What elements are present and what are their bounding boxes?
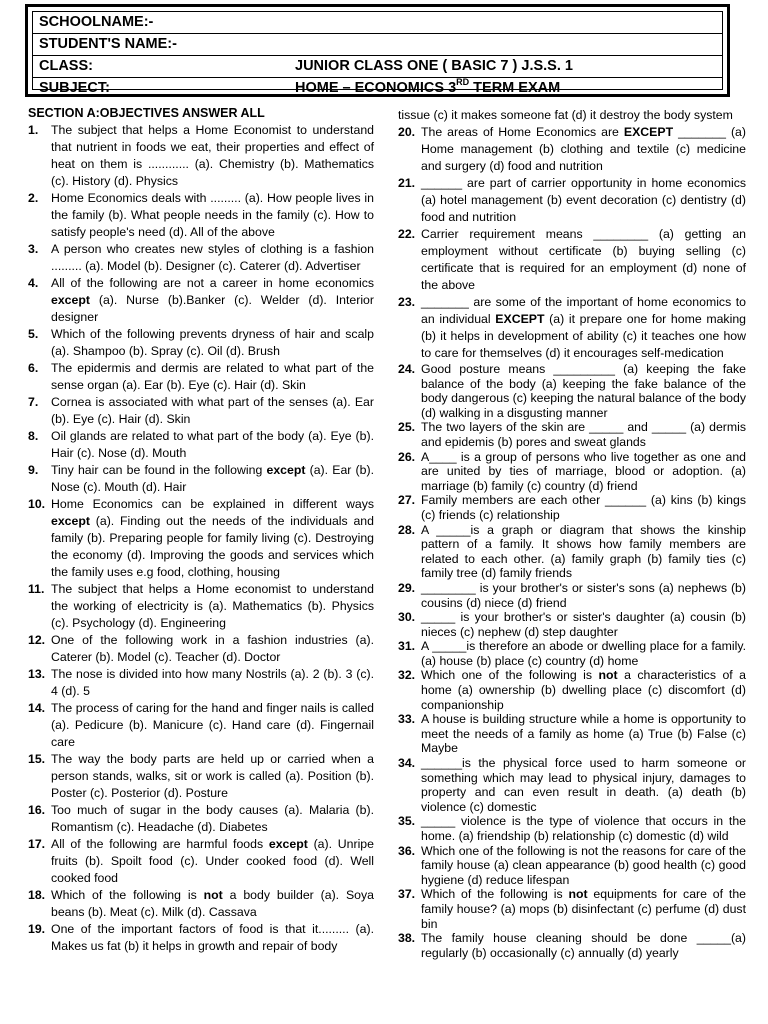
question-37 xyxy=(398,887,746,931)
question-24 xyxy=(398,362,746,420)
question-text: Carrier requirement means ________ (a) getting an employment without certificate (b) buying selling (c) certificate that is required for an employment (d) none of the above xyxy=(421,227,746,292)
question-text: A house is building structure while a home is opportunity to meet the needs of a family as home (a) True (b) False (c) Maybe xyxy=(421,712,746,756)
question-text: The subject that helps a Home Economist to understand that nutrient in foods we eat, their properties and effect of heat on them is ............ (a). Chemistry (b). Mathematics (c). History (d). Physics xyxy=(51,123,374,188)
school-row xyxy=(33,12,722,34)
question-number: 12. xyxy=(28,633,46,647)
class-value: JUNIOR CLASS ONE ( BASIC 7 ) J.S.S. 1 xyxy=(295,58,573,74)
question-text: The family house cleaning should be done _____(a) regularly (b) occasionally (c) annually (d) yearly xyxy=(421,931,746,960)
question-text: The epidermis and dermis are related to what part of the sense organ (a). Ear (b). Eye (c). Hair (d). Skin xyxy=(51,361,374,392)
question-number: 5. xyxy=(28,327,39,341)
question-number: 35. xyxy=(398,814,416,829)
subject-row xyxy=(33,78,722,99)
question-34 xyxy=(398,756,746,814)
question-text-end: a body builder (a). Soya beans (b). Meat (c). Milk (d). Cassava xyxy=(51,888,374,919)
question-15 xyxy=(28,751,374,802)
question-text-end: (a). Unripe fruits (b). Spoilt food (c). Under cooked food (d). Well cooked food xyxy=(51,837,374,885)
question-1 xyxy=(28,122,374,190)
question-number: 22. xyxy=(398,227,416,241)
question-number: 2. xyxy=(28,191,39,205)
subject-label: SUBJECT: xyxy=(39,80,110,96)
question-text-end: (a). Nurse (b).Banker (c). Welder (d). Interior designer xyxy=(51,293,374,324)
question-10 xyxy=(28,496,374,581)
question-number: 11. xyxy=(28,582,45,596)
question-text: The process of caring for the hand and finger nails is called (a). Pedicure (b). Manicure (c). Hand care (d). Fingernail care xyxy=(51,701,374,749)
student-label: STUDENT'S NAME:- xyxy=(39,36,177,52)
question-number: 21. xyxy=(398,176,416,190)
question-9 xyxy=(28,462,374,496)
question-4 xyxy=(28,275,374,326)
question-30 xyxy=(398,610,746,639)
section-a-title: SECTION A:OBJECTIVES ANSWER ALL xyxy=(28,106,265,120)
question-17 xyxy=(28,836,374,887)
question-text: The nose is divided into how many Nostrils (a). 2 (b). 3 (c). 4 (d). 5 xyxy=(51,667,374,698)
question-number: 27. xyxy=(398,493,416,508)
question-number: 7. xyxy=(28,395,39,409)
question-26 xyxy=(398,450,746,494)
question-number: 26. xyxy=(398,449,416,464)
question-text: Which of the following prevents dryness of hair and scalp (a). Shampoo (b). Spray (c). Oil (d). Brush xyxy=(51,327,374,358)
question-19-continued: tissue (c) it makes someone fat (d) it destroy the body system xyxy=(398,108,733,122)
question-text: Which one of the following is not the reasons for care of the family house (a) clean appearance (b) good health (c) good hygiene (d) reduce lifespan xyxy=(421,843,746,887)
question-text: One of the important factors of food is that it......... (a). Makes us fat (b) it helps in growth and repair of body xyxy=(51,922,374,953)
question-number: 4. xyxy=(28,276,39,290)
emphasis: EXCEPT xyxy=(495,312,545,326)
question-18 xyxy=(28,887,374,921)
question-22 xyxy=(398,226,746,294)
question-text: Cornea is associated with what part of the senses (a). Ear (b). Eye (c). Hair (d). Skin xyxy=(51,395,374,426)
subject-value xyxy=(295,78,560,99)
question-7 xyxy=(28,394,374,428)
question-number: 19. xyxy=(28,922,46,936)
question-text: Too much of sugar in the body causes (a). Malaria (b). Romantism (c). Headache (d). Diabetes xyxy=(51,803,374,834)
question-number: 15. xyxy=(28,752,46,766)
question-number: 25. xyxy=(398,420,416,435)
student-row xyxy=(33,34,722,56)
question-text: Good posture means _________ (a) keeping the fake balance of the body (a) keeping the fake balance of the body dangerous (c) keeping the natural balance of the body (d) walking in a disgusting manner xyxy=(421,362,746,420)
question-text: Oil glands are related to what part of the body (a). Eye (b). Hair (c). Nose (d). Mouth xyxy=(51,429,374,460)
emphasis: except xyxy=(51,293,90,307)
question-number: 33. xyxy=(398,712,416,727)
question-23 xyxy=(398,294,746,362)
question-text: Tiny hair can be found in the following xyxy=(51,463,267,477)
question-number: 13. xyxy=(28,667,46,681)
question-number: 36. xyxy=(398,843,416,858)
question-number: 14. xyxy=(28,701,46,715)
question-number: 6. xyxy=(28,361,39,375)
question-text: A _____is a graph or diagram that shows the kinship pattern of a family. It shows how family members are related to each other. (a) family graph (b) family ties (c) family tree (d) family friends xyxy=(421,522,746,581)
question-text: ______ are part of carrier opportunity in home economics (a) hotel management (b) event decoration (c) dentistry (d) food and nutrition xyxy=(421,176,746,224)
question-number: 24. xyxy=(398,362,416,376)
question-text: A person who creates new styles of clothing is a fashion ......... (a). Model (b). Designer (c). Caterer (d). Advertiser xyxy=(51,242,374,273)
question-31 xyxy=(398,639,746,668)
question-text: Which of the following is xyxy=(51,888,204,902)
header-table xyxy=(32,11,723,96)
question-number: 16. xyxy=(28,803,46,817)
question-32 xyxy=(398,668,746,712)
question-text-end: (a) it prepare one for home making (b) it helps in development of ability (c) it teaches one how to care for themselves (d) it encourages self-medication xyxy=(421,312,746,360)
question-number: 29. xyxy=(398,580,416,595)
question-number: 34. xyxy=(398,756,416,771)
question-text-end: _______ (a) Home management (b) clothing and textile (c) medicine and surgery (d) food and nutrition xyxy=(421,125,746,173)
class-row xyxy=(33,56,722,78)
question-13 xyxy=(28,666,374,700)
question-14 xyxy=(28,700,374,751)
question-number: 8. xyxy=(28,429,39,443)
question-number: 17. xyxy=(28,837,46,851)
emphasis: except xyxy=(51,514,90,528)
question-text: ________ is your brother's or sister's sons (a) nephews (b) cousins (d) niece (d) friend xyxy=(421,580,746,610)
question-21 xyxy=(398,175,746,226)
question-20 xyxy=(398,124,746,175)
header-box xyxy=(25,4,730,97)
school-label: SCHOOLNAME:- xyxy=(39,14,154,30)
question-text: The two layers of the skin are _____ and _____ (a) dermis and epidemis (b) pores and sweat glands xyxy=(421,420,746,449)
question-text-end: equipments for care of the family house? (a) mops (b) disinfectant (c) perfume (d) dust bin xyxy=(421,887,747,931)
question-2 xyxy=(28,190,374,241)
question-29 xyxy=(398,581,746,610)
emphasis: not xyxy=(598,668,618,683)
question-27 xyxy=(398,493,746,522)
question-number: 38. xyxy=(398,931,416,946)
subject-value-end: TERM EXAM xyxy=(469,80,561,96)
question-text: A____ is a group of persons who live together as one and are united by ties of marriage, blood or adoption. (a) marriage (b) family (c) country (d) friend xyxy=(421,449,746,493)
question-8 xyxy=(28,428,374,462)
question-19 xyxy=(28,921,374,955)
question-number: 1. xyxy=(28,123,39,137)
question-text-end: (a). Ear (b). Nose (c). Mouth (d). Hair xyxy=(51,463,375,494)
emphasis: not xyxy=(203,888,223,902)
question-6 xyxy=(28,360,374,394)
question-text: ______is the physical force used to harm someone or something which may lead to physical injury, damages to property and can even result in death. (a) death (b) violence (c) domestic xyxy=(421,756,746,814)
question-number: 37. xyxy=(398,887,416,902)
question-11 xyxy=(28,581,374,632)
emphasis: except xyxy=(266,463,306,477)
question-text: Which of the following is xyxy=(421,887,569,902)
question-number: 30. xyxy=(398,610,416,625)
question-25 xyxy=(398,420,746,449)
question-number: 10. xyxy=(28,497,46,511)
emphasis: EXCEPT xyxy=(623,125,674,139)
question-text: The areas of Home Economics are xyxy=(421,125,624,139)
question-12 xyxy=(28,632,374,666)
question-number: 32. xyxy=(398,668,416,683)
question-text: Family members are each other ______ (a) kins (b) kings (c) friends (c) relationship xyxy=(421,493,746,522)
question-text-end: a characteristics of a home (a) ownership (b) dwelling place (c) discomfort (d) companionship xyxy=(421,668,746,712)
question-28 xyxy=(398,523,746,581)
question-number: 3. xyxy=(28,242,39,256)
question-number: 28. xyxy=(398,522,416,537)
question-text: Home Economics deals with ......... (a). How people lives in the family (b). What people needs in the family (c). How to satisfy people's need (d). All of the above xyxy=(51,191,374,239)
question-text-end: (a). Finding out the needs of the individuals and family (b). Preparing people for family living (c). Destroying the economy (d). Improving the goods and services which the family uses e.g food, clothing, housing xyxy=(51,514,374,579)
question-35 xyxy=(398,814,746,843)
emphasis: not xyxy=(568,887,588,902)
emphasis: except xyxy=(268,837,308,851)
question-number: 18. xyxy=(28,888,46,902)
question-number: 31. xyxy=(398,639,416,654)
question-16 xyxy=(28,802,374,836)
subject-value-sup: RD xyxy=(456,77,470,88)
question-number: 9. xyxy=(28,463,39,477)
question-number: 23. xyxy=(398,295,416,309)
question-text: _____ is your brother's or sister's daughter (a) cousin (b) nieces (c) nephew (d) step daughter xyxy=(421,610,746,639)
question-text: _______ are some of the important of home economics to an individual xyxy=(421,295,746,326)
question-5 xyxy=(28,326,374,360)
subject-value-main: HOME – ECONOMICS 3 xyxy=(295,80,457,96)
question-3 xyxy=(28,241,374,275)
question-text: Which one of the following is xyxy=(421,668,599,683)
class-label: CLASS: xyxy=(39,58,93,74)
left-column xyxy=(28,106,374,955)
question-text: Home Economics can be explained in different ways xyxy=(51,497,374,511)
question-text: All of the following are not a career in home economics xyxy=(51,276,374,290)
right-column xyxy=(398,107,746,960)
question-text: All of the following are harmful foods xyxy=(51,837,269,851)
question-38 xyxy=(398,931,746,960)
question-text: The way the body parts are held up or carried when a person stands, walks, sit or work is called (a). Position (b). Poster (c). Posterior (d). Posture xyxy=(51,752,374,800)
question-text: One of the following work in a fashion industries (a). Caterer (b). Model (c). Teacher (d). Doctor xyxy=(51,633,374,664)
question-33 xyxy=(398,712,746,756)
question-number: 20. xyxy=(398,125,416,139)
question-text: The subject that helps a Home economist to understand the working of electricity is (a). Mathematics (b). Physics (c). Psychology (d). Engineering xyxy=(51,582,374,630)
question-36 xyxy=(398,844,746,888)
question-text: _____ violence is the type of violence that occurs in the home. (a) friendship (b) relationship (c) domestic (d) wild xyxy=(421,814,746,843)
question-text: A _____is therefore an abode or dwelling place for a family. (a) house (b) place (c) country (d) home xyxy=(421,639,746,668)
